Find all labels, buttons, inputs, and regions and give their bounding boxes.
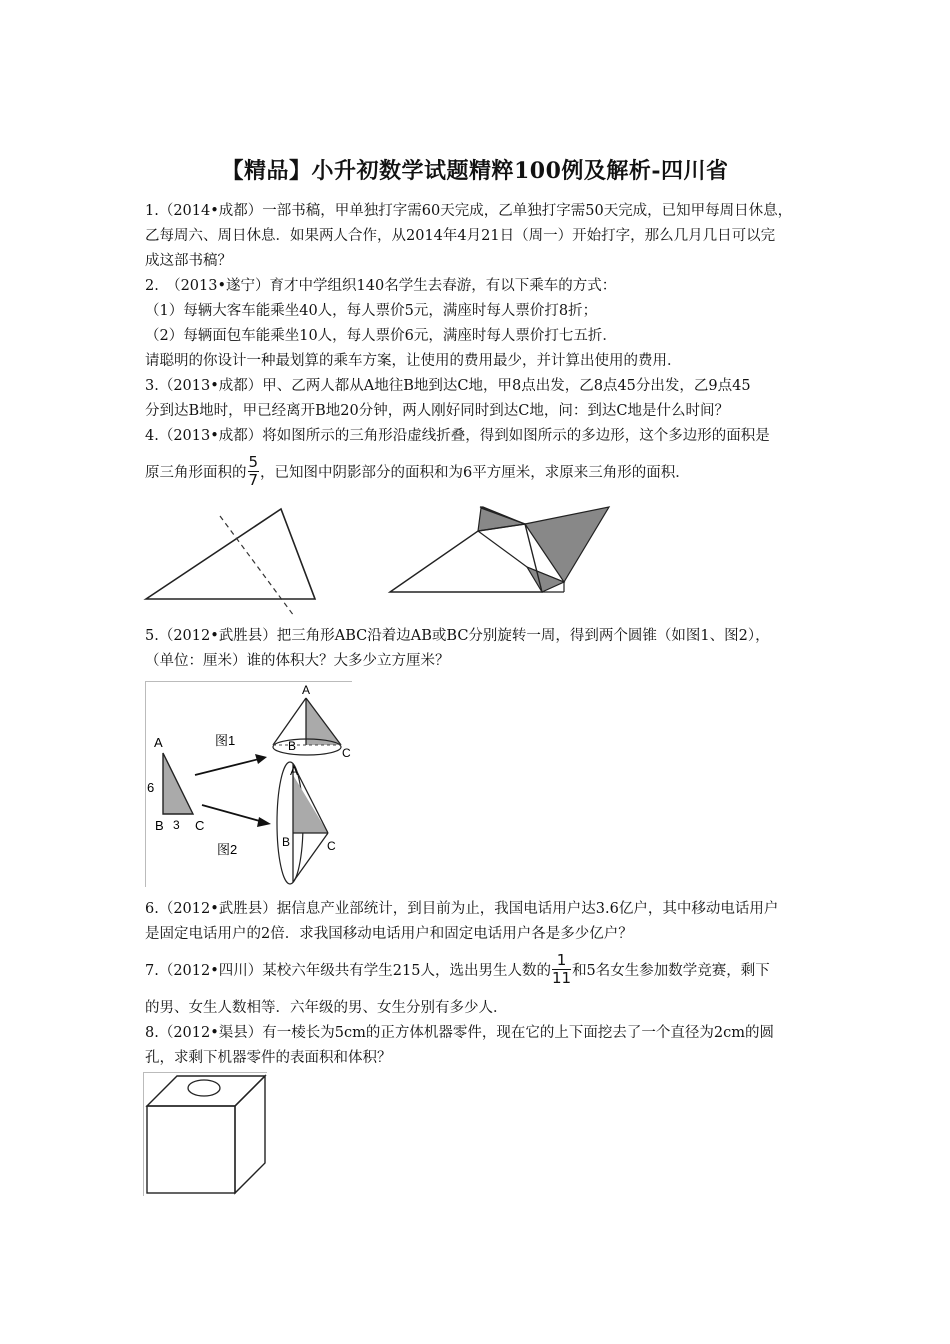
- q5-cone2-a: A: [290, 764, 299, 778]
- q4-line-1: 4.（2013•成都）将如图所示的三角形沿虚线折叠，得到如图所示的多边形，这个多边形的面积是: [145, 428, 770, 444]
- q7-line-1-pre: 7.（2012•四川）某校六年级共有学生215人，选出男生人数的: [145, 963, 551, 979]
- q5-cone2-c: C: [327, 839, 336, 853]
- q5-figure: [145, 681, 353, 887]
- q1-line-1: 1.（2014•成都）一部书稿，甲单独打字需60天完成，乙单独打字需50天完成，已知甲每周日休息，: [145, 203, 793, 219]
- q2-line-4: 请聪明的你设计一种最划算的乘车方案，让使用的费用最少，并计算出使用的费用．: [145, 353, 682, 369]
- q5-line-1: 5.（2012•武胜县）把三角形ABC沿着边AB或BC分别旋转一周，得到两个圆锥（如图1、图2），: [145, 628, 770, 644]
- q5-cone1-a: A: [302, 683, 311, 697]
- q7-line-1-post: 和5名女生参加数学竞赛，剩下: [572, 963, 770, 979]
- q7-fraction-denominator: 11: [551, 968, 572, 987]
- q5-cone2-b: B: [282, 835, 291, 849]
- q2-line-2: （1）每辆大客车能乘坐40人，每人票价5元，满座时每人票价打8折；: [145, 303, 598, 319]
- q5-triangle-abc: [147, 735, 204, 833]
- q7-fraction-numerator: 1: [552, 952, 571, 970]
- q4-figure: [140, 500, 620, 620]
- q4-folded-polygon: [390, 507, 609, 592]
- q4-fraction: [248, 454, 260, 489]
- q5-cone1-b: B: [288, 739, 297, 753]
- q5-cone-2: [277, 762, 336, 884]
- document-title: 【精品】小升初数学试题精粹100例及解析-四川省: [221, 158, 729, 184]
- q5-cone1-c: C: [342, 746, 351, 760]
- q5-label-a: A: [154, 735, 163, 750]
- q4-line-2-post: ，已知图中阴影部分的面积和为6平方厘米，求原来三角形的面积．: [260, 465, 690, 481]
- q5-line-2: （单位：厘米）谁的体积大？大多少立方厘米？: [145, 653, 450, 669]
- q1-line-3: 成这部书稿？: [145, 253, 232, 269]
- q5-fig1-label: 图1: [215, 733, 236, 748]
- q8-line-1: 8.（2012•渠县）有一棱长为5cm的正方体机器零件，现在它的上下面挖去了一个直径为2cm的圆: [145, 1025, 774, 1041]
- q5-label-b: B: [155, 818, 164, 833]
- q7-line-2: 的男、女生人数相等．六年级的男、女生分别有多少人．: [145, 1000, 508, 1016]
- q7-fraction: [552, 952, 571, 987]
- q8-line-2: 孔，求剩下机器零件的表面积和体积？: [145, 1050, 392, 1066]
- q7-line-1: [145, 950, 810, 994]
- q5-cone-1: [273, 683, 351, 760]
- q6-line-1: 6.（2012•武胜县）据信息产业部统计，到目前为止，我国电话用户达3.6亿户，其中移动电话用户: [145, 901, 779, 917]
- q8-cube-figure: [143, 1072, 269, 1196]
- q4-original-triangle: [146, 509, 315, 616]
- q5-label-c: C: [195, 818, 205, 833]
- q8-hole: [188, 1080, 220, 1096]
- q5-fig2-label: 图2: [217, 842, 238, 857]
- q8-cube: [147, 1076, 265, 1193]
- q1-line-2: 乙每周六、周日休息．如果两人合作，从2014年4月21日（周一）开始打字，那么几月几日可以完: [145, 228, 776, 244]
- q5-label-3: 3: [173, 818, 180, 832]
- q4-fraction-numerator: 5: [248, 452, 259, 471]
- q2-line-1: 2. （2013•遂宁）育才中学组织140名学生去春游，有以下乘车的方式：: [145, 278, 617, 294]
- q4-line-2-pre: 原三角形面积的: [145, 465, 247, 481]
- q4-fraction-denominator: 7: [248, 470, 259, 489]
- q4-line-2: [145, 452, 810, 496]
- q5-arrows: [195, 754, 271, 827]
- q2-line-3: （2）每辆面包车能乘坐10人，每人票价6元，满座时每人票价打七五折．: [145, 328, 617, 344]
- q3-line-2: 分到达B地时，甲已经离开B地20分钟，两人刚好同时到达C地，问：到达C地是什么时间？: [145, 403, 729, 419]
- q6-line-2: 是固定电话用户的2倍．求我国移动电话用户和固定电话用户各是多少亿户？: [145, 926, 633, 942]
- q3-line-1: 3.（2013•成都）甲、乙两人都从A地往B地到达C地，甲8点出发，乙8点45分出发，乙9点45: [145, 378, 751, 394]
- q5-label-6: 6: [147, 780, 155, 795]
